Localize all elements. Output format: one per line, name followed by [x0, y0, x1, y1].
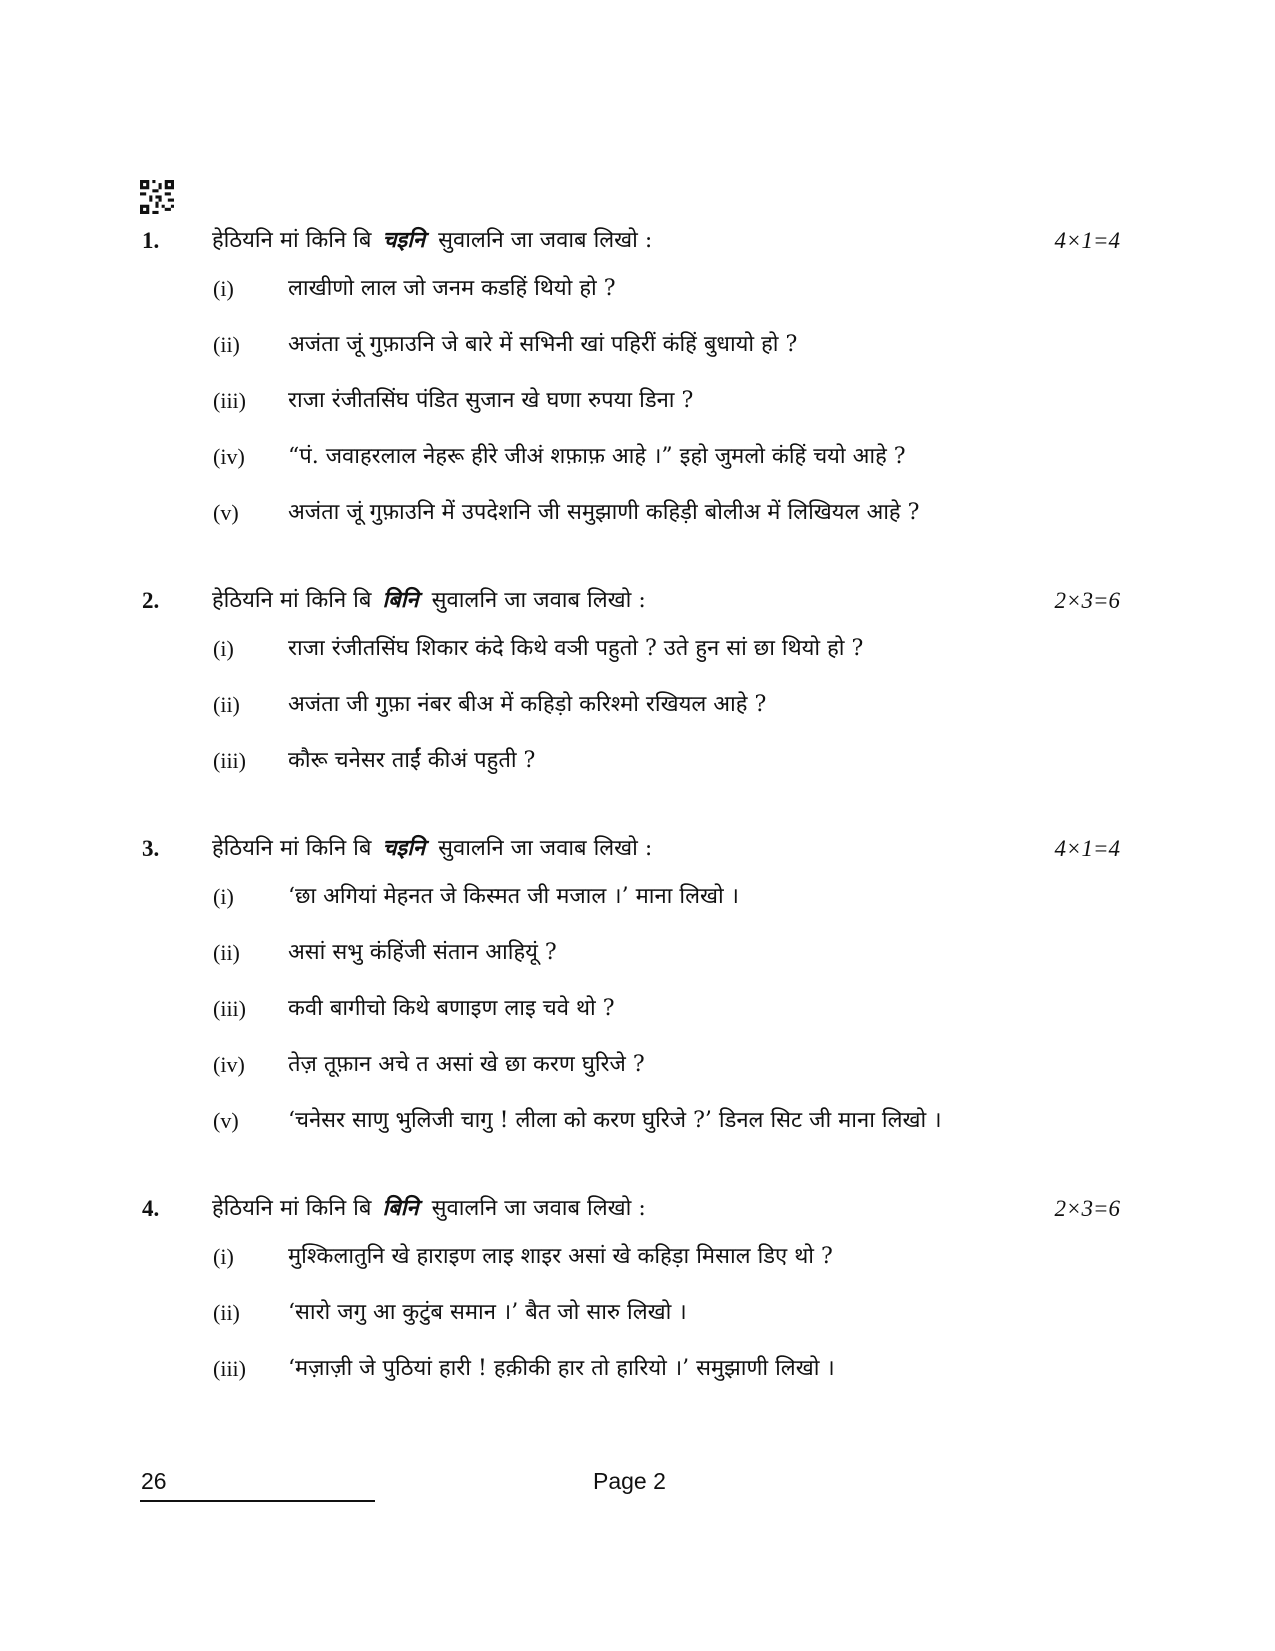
sub-question-label: (i): [213, 276, 234, 301]
question-prefix: हेठियनि मां किनि बि: [212, 228, 372, 253]
question-text: [212, 1192, 646, 1222]
sub-question-text: अजंता जी गुफ़ा नंबर बीअ में कहिड़ो करिश्मो रखियल आहे ?: [288, 692, 767, 717]
sub-question: [0, 374, 1275, 430]
question-header: [0, 1190, 1275, 1230]
question-marks: 4×1=4: [1054, 228, 1120, 253]
sub-question-text: राजा रंजीतसिंघ शिकार कंदे किथे वञी पहुतो ? उते हुन सां छा थियो हो ?: [288, 636, 864, 661]
sub-question-label: (iii): [213, 1356, 246, 1381]
sub-question: [0, 622, 1275, 678]
question-emphasis: चइनि: [382, 835, 426, 861]
question-number: 1.: [142, 228, 160, 253]
sub-question-text: अजंता जूं गुफ़ाउनि में उपदेशनि जी समुझाणी कहिड़ी बोलीअ में लिखियल आहे ?: [288, 500, 920, 525]
page-number: Page 2: [593, 1468, 666, 1494]
sub-question: [0, 486, 1275, 542]
sub-question-label: (iii): [213, 996, 246, 1021]
qr-code-icon: [140, 180, 174, 214]
sub-question: [0, 734, 1275, 790]
sub-question: [0, 870, 1275, 926]
sub-question: [0, 678, 1275, 734]
question-number: 4.: [142, 1196, 160, 1221]
sub-question-text: “पं. जवाहरलाल नेहरू हीरे जीअं शफ़ाफ़ आहे ।” इहो जुमलो कंहिं चयो आहे ?: [288, 444, 906, 469]
sub-question-text: ‘छा अगियां मेहनत जे किस्मत जी मजाल ।’ माना लिखो ।: [288, 884, 740, 909]
sub-question: [0, 318, 1275, 374]
sub-question-text: तेज़ तूफ़ान अचे त असां खे छा करण घुरिजे ?: [288, 1052, 645, 1077]
question-3: [0, 830, 1275, 1150]
sub-question-text: लाखीणो लाल जो जनम कडहिं थियो हो ?: [288, 276, 616, 301]
sub-question-text: राजा रंजीतसिंघ पंडित सुजान खे घणा रुपया डिना ?: [288, 388, 694, 413]
question-marks: 2×3=6: [1054, 1196, 1120, 1221]
question-text: [212, 832, 652, 862]
question-marks: 2×3=6: [1054, 588, 1120, 613]
sub-question-label: (ii): [213, 940, 240, 965]
sub-question: [0, 1342, 1275, 1398]
question-emphasis: बिनि: [382, 1195, 419, 1221]
sub-question-text: ‘मज़ाज़ी जे पुठियां हारी ! हक़ीकी हार तो हारियो ।’ समुझाणी लिखो ।: [288, 1356, 835, 1381]
sub-question-label: (ii): [213, 1300, 240, 1325]
question-text: [212, 584, 646, 614]
question-emphasis: चइनि: [382, 227, 426, 253]
sub-question-text: मुश्किलातुनि खे हाराइण लाइ शाइर असां खे कहिड़ा मिसाल डिए थो ?: [288, 1244, 833, 1269]
sub-question-label: (v): [213, 500, 239, 525]
sub-question-label: (v): [213, 1108, 239, 1133]
sub-question: [0, 1038, 1275, 1094]
question-2: [0, 582, 1275, 790]
sub-question-text: ‘सारो जगु आ कुटुंब समान ।’ बैत जो सारु लिखो ।: [288, 1300, 687, 1325]
sub-question-text: कवी बागीचो किथे बणाइण लाइ चवे थो ?: [288, 996, 615, 1021]
sub-question-label: (iv): [213, 444, 245, 469]
sub-question-label: (i): [213, 884, 234, 909]
sub-question-text: असां सभु कंहिंजी संतान आहियूं ?: [288, 940, 557, 965]
sub-question: [0, 1230, 1275, 1286]
sub-question-text: अजंता जूं गुफ़ाउनि जे बारे में सभिनी खां पहिरीं कंहिं बुधायो हो ?: [288, 332, 798, 357]
sub-question: [0, 1286, 1275, 1342]
question-suffix: सुवालनि जा जवाब लिखो :: [438, 228, 653, 253]
question-number: 2.: [142, 588, 160, 613]
question-suffix: सुवालनि जा जवाब लिखो :: [431, 588, 646, 613]
question-prefix: हेठियनि मां किनि बि: [212, 1196, 372, 1221]
question-emphasis: बिनि: [382, 587, 419, 613]
sub-question-label: (ii): [213, 692, 240, 717]
sub-question-label: (ii): [213, 332, 240, 357]
question-prefix: हेठियनि मां किनि बि: [212, 836, 372, 861]
question-suffix: सुवालनि जा जवाब लिखो :: [438, 836, 653, 861]
sub-question: [0, 926, 1275, 982]
sub-question-label: (i): [213, 636, 234, 661]
question-4: [0, 1190, 1275, 1398]
sub-question-label: (iii): [213, 748, 246, 773]
sub-question-label: (iv): [213, 1052, 245, 1077]
question-header: [0, 830, 1275, 870]
footer-rule: [140, 1500, 375, 1502]
question-header: [0, 222, 1275, 262]
question-text: [212, 224, 652, 254]
sub-question-label: (i): [213, 1244, 234, 1269]
sub-question: [0, 262, 1275, 318]
question-suffix: सुवालनि जा जवाब लिखो :: [431, 1196, 646, 1221]
sub-question: [0, 430, 1275, 486]
sub-question: [0, 982, 1275, 1038]
question-prefix: हेठियनि मां किनि बि: [212, 588, 372, 613]
question-header: [0, 582, 1275, 622]
sub-question-label: (iii): [213, 388, 246, 413]
question-1: [0, 222, 1275, 542]
sub-question-text: ‘चनेसर साणु भुलिजी चागु ! लीला को करण घुरिजे ?’ डिनल सिट जी माना लिखो ।: [288, 1108, 942, 1133]
paper-code: 26: [141, 1468, 167, 1494]
question-marks: 4×1=4: [1054, 836, 1120, 861]
sub-question: [0, 1094, 1275, 1150]
question-number: 3.: [142, 836, 160, 861]
sub-question-text: कौरू चनेसर ताईं कीअं पहुती ?: [288, 748, 536, 773]
